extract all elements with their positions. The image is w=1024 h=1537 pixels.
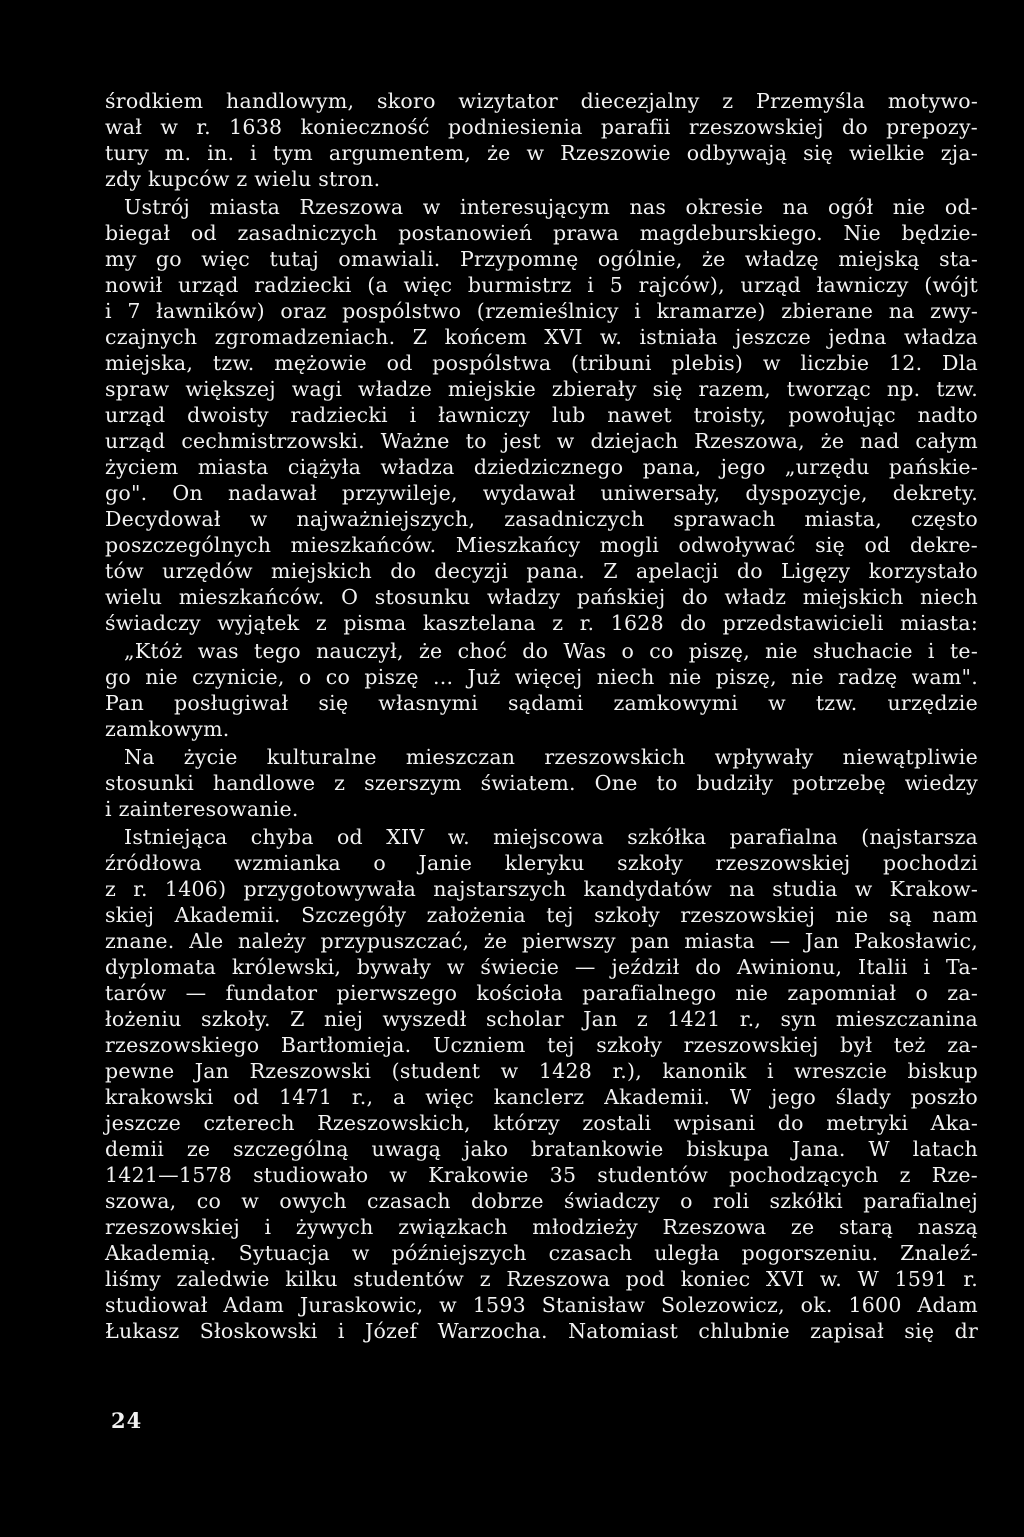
text-line: dyplomata królewski, bywały w świecie — jeździł do Awinionu, Italii i Ta- <box>105 955 978 979</box>
text-line: urząd cechmistrzowski. Ważne to jest w dziejach Rzeszowa, że nad całym <box>105 429 978 453</box>
text-line: tów urzędów miejskich do decyzji pana. Z apelacji do Ligęzy korzystało <box>105 559 978 583</box>
text-line: zamkowym. <box>105 717 230 741</box>
text-line: demii ze szczególną uwagą jako bratankowie biskupa Jana. W latach <box>105 1137 978 1161</box>
text-line: urząd dwoisty radziecki i ławniczy lub nawet troisty, powołując nadto <box>105 403 978 427</box>
text-line: łożeniu szkoły. Z niej wyszedł scholar Jan z 1421 r., syn mieszczanina <box>105 1007 978 1031</box>
text-line: Łukasz Słoskowski i Józef Warzocha. Natomiast chlubnie zapisał się dr <box>105 1319 978 1343</box>
text-line: rzeszowskiego Bartłomieja. Uczniem tej szkoły rzeszowskiej był też za- <box>105 1033 978 1057</box>
text-line: zdy kupców z wielu stron. <box>105 167 381 191</box>
text-line: stosunki handlowe z szerszym światem. One to budziły potrzebę wiedzy <box>105 771 978 795</box>
text-line: szowa, co w owych czasach dobrze świadczy o roli szkółki parafialnej <box>105 1189 978 1213</box>
text-line: miejska, tzw. mężowie od pospólstwa (tribuni plebis) w liczbie 12. Dla <box>105 351 978 375</box>
text-line: jeszcze czterech Rzeszowskich, którzy zostali wpisani do metryki Aka- <box>105 1111 978 1135</box>
text-line: biegał od zasadniczych postanowień prawa magdeburskiego. Nie będzie- <box>105 221 978 245</box>
text-line: krakowski od 1471 r., a więc kanclerz Akademii. W jego ślady poszło <box>105 1085 978 1109</box>
text-line: Istniejąca chyba od XIV w. miejscowa szkółka parafialna (najstarsza <box>124 825 978 849</box>
text-line: Na życie kulturalne mieszczan rzeszowskich wpływały niewątpliwie <box>124 745 978 769</box>
text-line: liśmy zaledwie kilku studentów z Rzeszowa pod koniec XVI w. W 1591 r. <box>105 1267 978 1291</box>
text-line: tury m. in. i tym argumentem, że w Rzeszowie odbywają się wielkie zja- <box>105 141 978 165</box>
quote-line: go nie czynicie, o co piszę ... Już więcej niech nie piszę, nie radzę wam". <box>105 665 978 689</box>
text-line: nowił urząd radziecki (a więc burmistrz i 5 rajców), urząd ławniczy (wójt <box>105 273 978 297</box>
text-line: świadczy wyjątek z pisma kasztelana z r. 1628 do przedstawicieli miasta: <box>105 611 978 635</box>
page-number: 24 <box>111 1408 143 1433</box>
text-line: spraw większej wagi władze miejskie zbierały się razem, tworząc np. tzw. <box>105 377 978 401</box>
text-line: my go więc tutaj omawiali. Przypomnę ogólnie, że władzę miejską sta- <box>105 247 978 271</box>
page-body <box>105 88 978 1528</box>
text-line: pewne Jan Rzeszowski (student w 1428 r.), kanonik i wreszcie biskup <box>105 1059 978 1083</box>
text-line: Akademią. Sytuacja w późniejszych czasach uległa pogorszeniu. Znaleź- <box>105 1241 978 1265</box>
text-line: Ustrój miasta Rzeszowa w interesującym nas okresie na ogół nie od- <box>124 195 978 219</box>
text-line: źródłowa wzmianka o Janie kleryku szkoły rzeszowskiej pochodzi <box>105 851 978 875</box>
text-line: i 7 ławników) oraz pospólstwo (rzemieślnicy i kramarze) zbierane na zwy- <box>105 299 978 323</box>
text-line: znane. Ale należy przypuszczać, że pierwszy pan miasta — Jan Pakosławic, <box>105 929 978 953</box>
quote-line: „Któż was tego nauczył, że choć do Was o co piszę, nie słuchacie i te- <box>124 639 978 663</box>
text-line: wielu mieszkańców. O stosunku władzy pańskiej do władz miejskich niech <box>105 585 978 609</box>
text-line: tarów — fundator pierwszego kościoła parafialnego nie zapomniał o za- <box>105 981 978 1005</box>
text-line: Pan posługiwał się własnymi sądami zamkowymi w tzw. urzędzie <box>105 691 978 715</box>
text-line: z r. 1406) przygotowywała najstarszych kandydatów na studia w Krakow- <box>105 877 978 901</box>
text-line: skiej Akademii. Szczegóły założenia tej szkoły rzeszowskiej nie są nam <box>105 903 978 927</box>
text-line: studiował Adam Juraskowic, w 1593 Stanisław Solezowicz, ok. 1600 Adam <box>105 1293 978 1317</box>
text-line: czajnych zgromadzeniach. Z końcem XVI w. istniała jeszcze jedna władza <box>105 325 978 349</box>
text-line: 1421—1578 studiowało w Krakowie 35 studentów pochodzących z Rze- <box>105 1163 978 1187</box>
text-line: i zainteresowanie. <box>105 797 299 821</box>
text-line: rzeszowskiej i żywych związkach młodzieży Rzeszowa ze starą naszą <box>105 1215 978 1239</box>
text-line: środkiem handlowym, skoro wizytator diecezjalny z Przemyśla motywo- <box>105 89 978 113</box>
text-line: życiem miasta ciążyła władza dziedzicznego pana, jego „urzędu pańskie- <box>105 455 978 479</box>
text-line: wał w r. 1638 konieczność podniesienia parafii rzeszowskiej do prepozy- <box>105 115 978 139</box>
text-line: Decydował w najważniejszych, zasadniczych sprawach miasta, często <box>105 507 978 531</box>
text-line: poszczególnych mieszkańców. Mieszkańcy mogli odwoływać się od dekre- <box>105 533 978 557</box>
text-line: go". On nadawał przywileje, wydawał uniwersały, dyspozycje, dekrety. <box>105 481 978 505</box>
